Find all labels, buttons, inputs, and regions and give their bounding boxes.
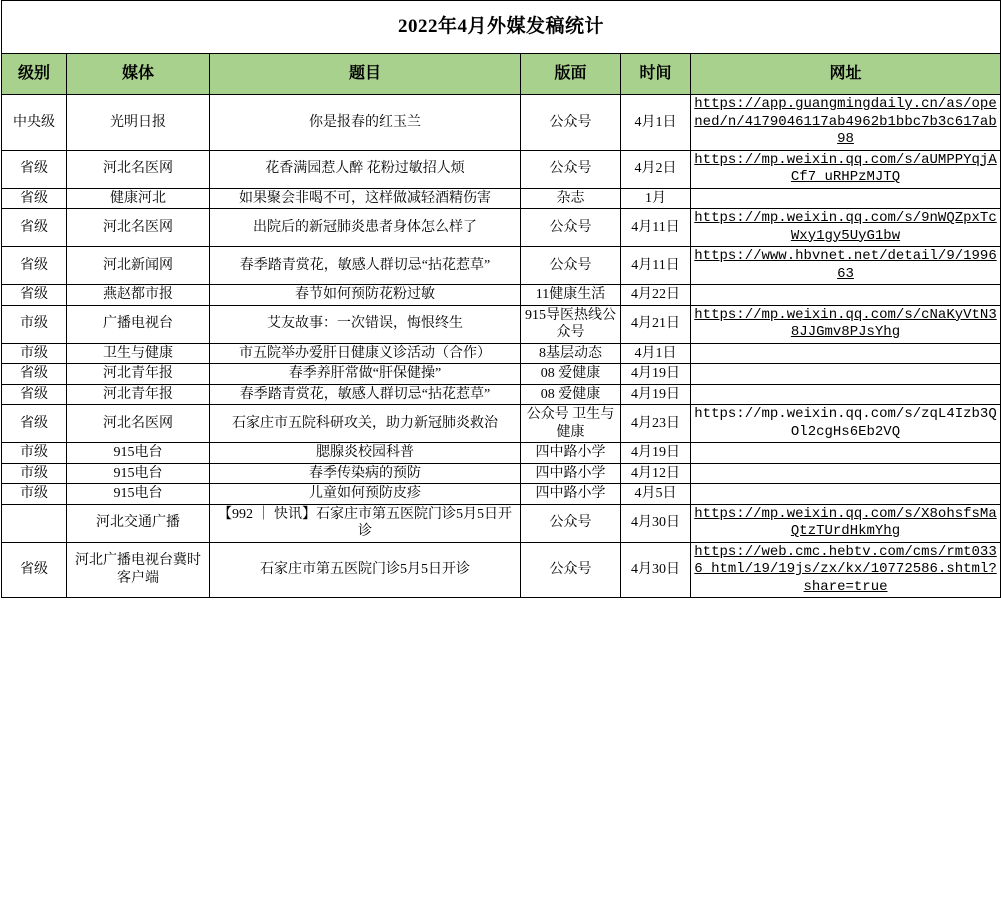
url-link[interactable]: https://mp.weixin.qq.com/s/9nWQZpxTcWxy1gy5UyG1bw — [694, 210, 997, 244]
cell-section: 四中路小学 — [521, 463, 621, 484]
cell-title: 春季传染病的预防 — [210, 463, 521, 484]
cell-section: 四中路小学 — [521, 484, 621, 505]
url-link[interactable]: https://app.guangmingdaily.cn/as/opened/n/4179046117ab4962b1bbc7b3c617ab98 — [694, 96, 997, 147]
cell-section: 公众号 — [521, 504, 621, 542]
url-text[interactable]: https://mp.weixin.qq.com/s/zqL4Izb3QOl2cgHs6Eb2VQ — [694, 406, 997, 440]
table-row — [2, 504, 1001, 542]
cell-section: 公众号 — [521, 209, 621, 247]
cell-media: 河北新闻网 — [67, 247, 210, 285]
cell-url — [691, 384, 1001, 405]
cell-media: 卫生与健康 — [67, 343, 210, 364]
cell-date: 4月1日 — [621, 343, 691, 364]
cell-url[interactable] — [691, 542, 1001, 598]
cell-media: 915电台 — [67, 484, 210, 505]
cell-date: 4月2日 — [621, 150, 691, 188]
cell-title: 你是报春的红玉兰 — [210, 95, 521, 151]
cell-date: 1月 — [621, 188, 691, 209]
table-header-row — [2, 54, 1001, 95]
cell-title: 市五院举办爱肝日健康义诊活动（合作） — [210, 343, 521, 364]
cell-title: 出院后的新冠肺炎患者身体怎么样了 — [210, 209, 521, 247]
cell-date: 4月12日 — [621, 463, 691, 484]
cell-date: 4月19日 — [621, 364, 691, 385]
cell-media: 河北青年报 — [67, 364, 210, 385]
cell-media: 健康河北 — [67, 188, 210, 209]
cell-date: 4月21日 — [621, 305, 691, 343]
cell-title: 花香满园惹人醉 花粉过敏招人烦 — [210, 150, 521, 188]
cell-title: 春季踏青赏花，敏感人群切忌“拈花惹草” — [210, 384, 521, 405]
url-link[interactable]: https://mp.weixin.qq.com/s/aUMPPYqjACf7_uRHPzMJTQ — [694, 151, 997, 185]
cell-media: 915电台 — [67, 463, 210, 484]
cell-section: 公众号 — [521, 95, 621, 151]
cell-date: 4月23日 — [621, 405, 691, 443]
cell-media: 广播电视台 — [67, 305, 210, 343]
table-row — [2, 150, 1001, 188]
table-row — [2, 484, 1001, 505]
cell-media: 河北名医网 — [67, 405, 210, 443]
cell-date: 4月19日 — [621, 384, 691, 405]
cell-media: 光明日报 — [67, 95, 210, 151]
cell-section: 11健康生活 — [521, 285, 621, 306]
cell-level: 省级 — [2, 364, 67, 385]
cell-media: 河北青年报 — [67, 384, 210, 405]
cell-date: 4月11日 — [621, 209, 691, 247]
table-title-row — [2, 1, 1001, 54]
cell-url — [691, 484, 1001, 505]
url-link[interactable]: https://mp.weixin.qq.com/s/cNaKyVtN38JJGmv8PJsYhg — [694, 306, 997, 340]
cell-title: 儿童如何预防皮疹 — [210, 484, 521, 505]
cell-media: 河北名医网 — [67, 150, 210, 188]
table-row — [2, 405, 1001, 443]
url-link[interactable]: https://www.hbvnet.net/detail/9/199663 — [694, 248, 997, 282]
cell-section: 四中路小学 — [521, 443, 621, 464]
publication-statistics-table — [1, 0, 1001, 598]
cell-section: 公众号 卫生与健康 — [521, 405, 621, 443]
cell-url — [691, 443, 1001, 464]
table-row — [2, 463, 1001, 484]
cell-level: 省级 — [2, 188, 67, 209]
cell-title: 【992 ｜ 快讯】石家庄市第五医院门诊5月5日开诊 — [210, 504, 521, 542]
cell-level: 省级 — [2, 384, 67, 405]
cell-level: 省级 — [2, 405, 67, 443]
table-row — [2, 305, 1001, 343]
cell-date: 4月22日 — [621, 285, 691, 306]
cell-url — [691, 285, 1001, 306]
cell-url[interactable] — [691, 405, 1001, 443]
cell-section: 公众号 — [521, 542, 621, 598]
cell-date: 4月30日 — [621, 542, 691, 598]
cell-url — [691, 364, 1001, 385]
column-header-level[interactable]: 级别 — [2, 54, 67, 95]
cell-level: 省级 — [2, 209, 67, 247]
page-title: 2022年4月外媒发稿统计 — [2, 1, 1001, 54]
cell-section: 8基层动态 — [521, 343, 621, 364]
cell-section: 杂志 — [521, 188, 621, 209]
table-row — [2, 247, 1001, 285]
url-link[interactable]: https://mp.weixin.qq.com/s/X8ohsfsMaQtzTUrdHkmYhg — [694, 505, 997, 539]
cell-level: 省级 — [2, 542, 67, 598]
table-row — [2, 188, 1001, 209]
cell-section: 915导医热线公众号 — [521, 305, 621, 343]
cell-media: 河北交通广播 — [67, 504, 210, 542]
cell-title: 石家庄市第五医院门诊5月5日开诊 — [210, 542, 521, 598]
cell-level: 市级 — [2, 443, 67, 464]
cell-url[interactable] — [691, 247, 1001, 285]
cell-url[interactable] — [691, 209, 1001, 247]
cell-date: 4月1日 — [621, 95, 691, 151]
cell-level: 市级 — [2, 305, 67, 343]
table-row — [2, 209, 1001, 247]
column-header-title[interactable]: 题目 — [210, 54, 521, 95]
cell-date: 4月5日 — [621, 484, 691, 505]
cell-section: 08 爱健康 — [521, 384, 621, 405]
url-link[interactable]: https://web.cmc.hebtv.com/cms/rmt0336_html/19/19js/zx/kx/10772586.shtml?share=true — [694, 543, 997, 595]
cell-level: 省级 — [2, 285, 67, 306]
cell-level: 市级 — [2, 484, 67, 505]
cell-level: 中央级 — [2, 95, 67, 151]
table-row — [2, 364, 1001, 385]
cell-date: 4月19日 — [621, 443, 691, 464]
cell-url — [691, 463, 1001, 484]
column-header-section[interactable]: 版面 — [521, 54, 621, 95]
cell-section: 公众号 — [521, 247, 621, 285]
cell-level: 省级 — [2, 247, 67, 285]
cell-url[interactable] — [691, 95, 1001, 151]
cell-title: 如果聚会非喝不可，这样做减轻酒精伤害 — [210, 188, 521, 209]
cell-media: 河北广播电视台冀时客户端 — [67, 542, 210, 598]
cell-level — [2, 504, 67, 542]
cell-url — [691, 343, 1001, 364]
column-header-url[interactable]: 网址 — [691, 54, 1001, 95]
cell-media: 燕赵都市报 — [67, 285, 210, 306]
cell-date: 4月11日 — [621, 247, 691, 285]
cell-date: 4月30日 — [621, 504, 691, 542]
cell-url[interactable] — [691, 504, 1001, 542]
table-row — [2, 542, 1001, 598]
table-row — [2, 384, 1001, 405]
cell-media: 915电台 — [67, 443, 210, 464]
table-row — [2, 343, 1001, 364]
cell-section: 公众号 — [521, 150, 621, 188]
cell-title: 春季踏青赏花，敏感人群切忌“拈花惹草” — [210, 247, 521, 285]
cell-section: 08 爱健康 — [521, 364, 621, 385]
table-row — [2, 443, 1001, 464]
cell-url — [691, 188, 1001, 209]
column-header-media[interactable]: 媒体 — [67, 54, 210, 95]
cell-title: 石家庄市五院科研攻关，助力新冠肺炎救治 — [210, 405, 521, 443]
table-row — [2, 95, 1001, 151]
cell-media: 河北名医网 — [67, 209, 210, 247]
cell-url[interactable] — [691, 305, 1001, 343]
cell-level: 省级 — [2, 150, 67, 188]
cell-level: 市级 — [2, 463, 67, 484]
column-header-date[interactable]: 时间 — [621, 54, 691, 95]
table-row — [2, 285, 1001, 306]
cell-title: 腮腺炎校园科普 — [210, 443, 521, 464]
cell-title: 春季养肝常做“肝保健操” — [210, 364, 521, 385]
cell-level: 市级 — [2, 343, 67, 364]
cell-url[interactable] — [691, 150, 1001, 188]
cell-title: 春节如何预防花粉过敏 — [210, 285, 521, 306]
cell-title: 艾友故事：一次错误，悔恨终生 — [210, 305, 521, 343]
